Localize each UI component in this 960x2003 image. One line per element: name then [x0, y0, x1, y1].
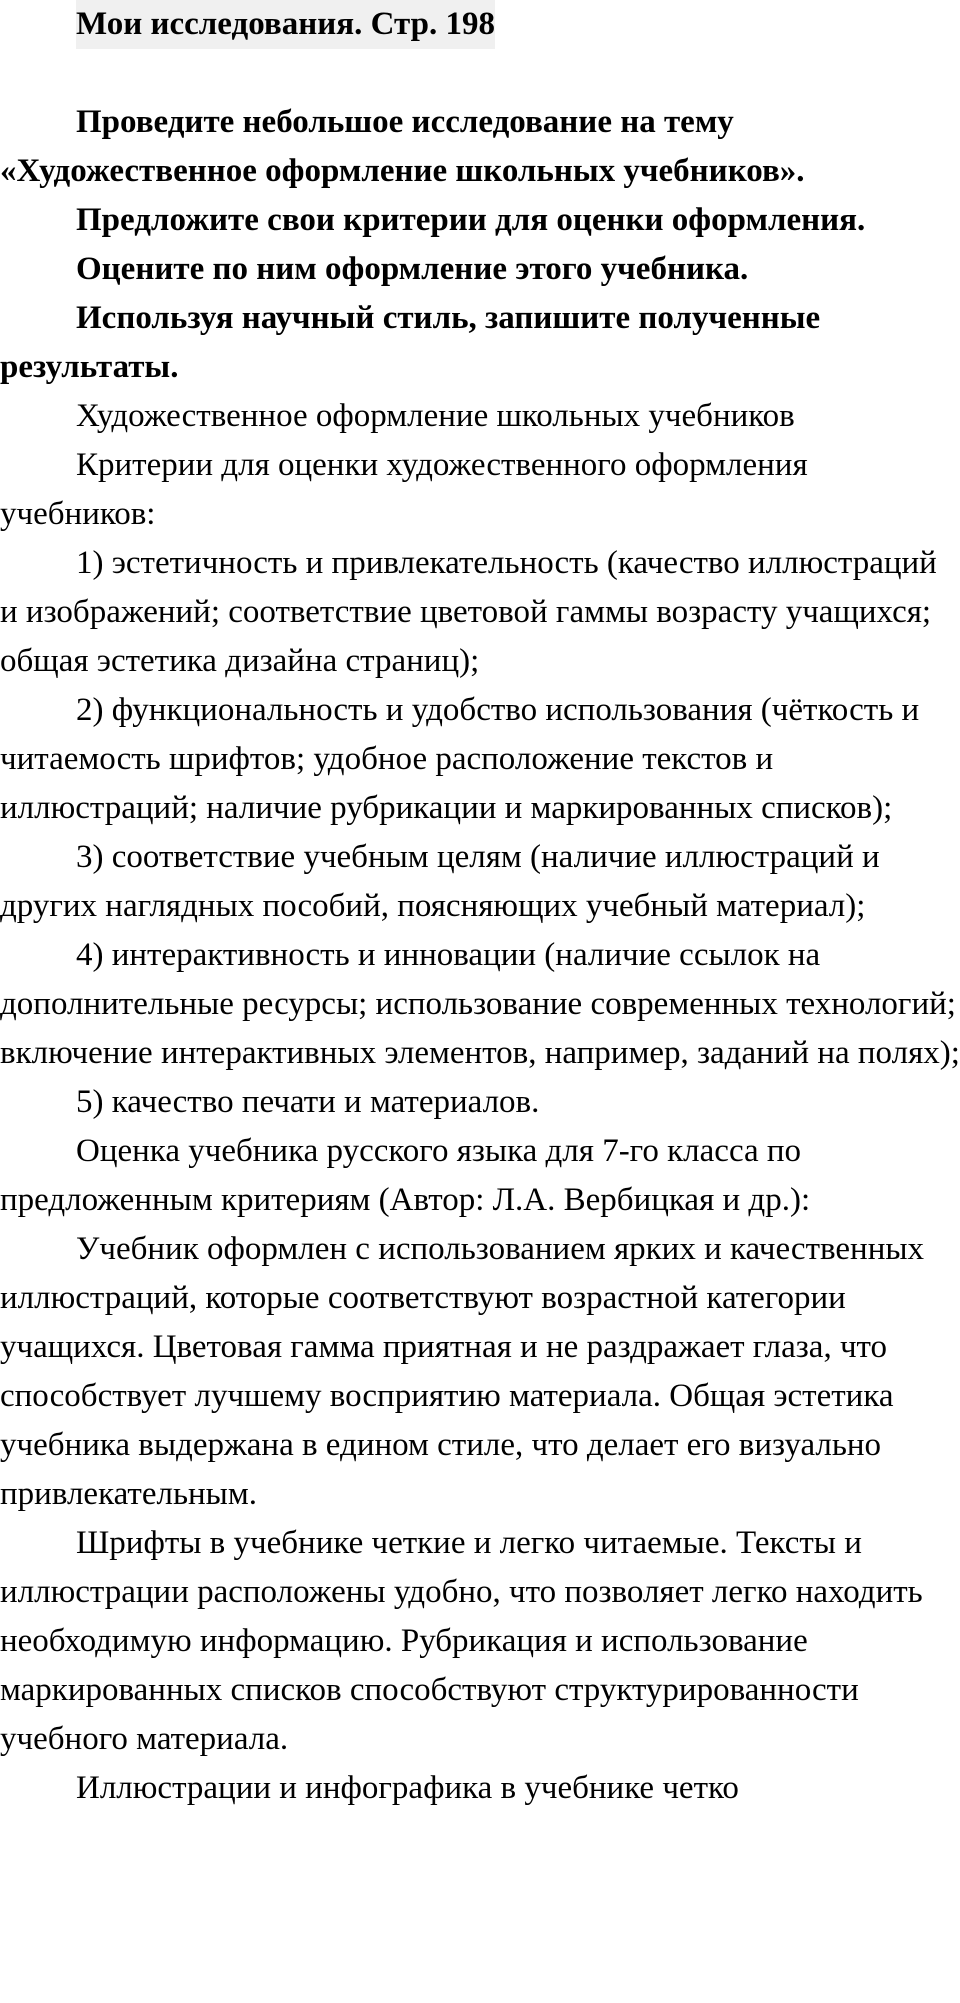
answer-paragraph: Иллюстрации и инфографика в учебнике четко: [76, 1770, 739, 1806]
task-paragraph: Оцените по ним оформление этого учебника.: [76, 251, 749, 287]
task-paragraph: Предложите свои критерии для оценки оформления.: [76, 202, 866, 238]
answer-title: Художественное оформление школьных учебников: [76, 398, 795, 434]
answer-paragraph: Шрифты в учебнике четкие и легко читаемые. Тексты и иллюстрации расположены удобно, что позволяет легко находить необходимую информацию. Рубрикация и использование маркированных списков способствуют структурированности учебного материала.: [0, 1525, 923, 1757]
criterion-item: 1) эстетичность и привлекательность (качество иллюстраций и изображений; соответствие цветовой гаммы возрасту учащихся; общая эстетика дизайна страниц);: [0, 545, 937, 679]
answer-paragraph: Оценка учебника русского языка для 7-го класса по предложенным критериям (Автор: Л.А. Вербицкая и др.):: [0, 1133, 811, 1218]
criterion-item: 3) соответствие учебным целям (наличие иллюстраций и других наглядных пособий, поясняющих учебный материал);: [0, 839, 880, 924]
criterion-item: 5) качество печати и материалов.: [76, 1084, 540, 1120]
task-paragraph: Используя научный стиль, запишите полученные результаты.: [0, 300, 821, 385]
task-paragraph: Проведите небольшое исследование на тему «Художественное оформление школьных учебников».: [0, 104, 805, 189]
criterion-item: 2) функциональность и удобство использования (чёткость и читаемость шрифтов; удобное расположение текстов и иллюстраций; наличие рубрикации и маркированных списков);: [0, 692, 920, 826]
page-header: Мои исследования. Стр. 198: [76, 0, 495, 49]
answer-paragraph: Критерии для оценки художественного оформления учебников:: [0, 447, 808, 532]
header-wrap: [76, 0, 495, 49]
answer-paragraph: Учебник оформлен с использованием ярких и качественных иллюстраций, которые соответствуют возрастной категории учащихся. Цветовая гамма приятная и не раздражает глаза, что способствует лучшему восприятию материала. Общая эстетика учебника выдержана в едином стиле, что делает его визуально привлекательным.: [0, 1231, 925, 1512]
document-body: [0, 98, 960, 1813]
criterion-item: 4) интерактивность и инновации (наличие ссылок на дополнительные ресурсы; использование современных технологий; включение интерактивных элементов, например, заданий на полях);: [0, 937, 960, 1071]
